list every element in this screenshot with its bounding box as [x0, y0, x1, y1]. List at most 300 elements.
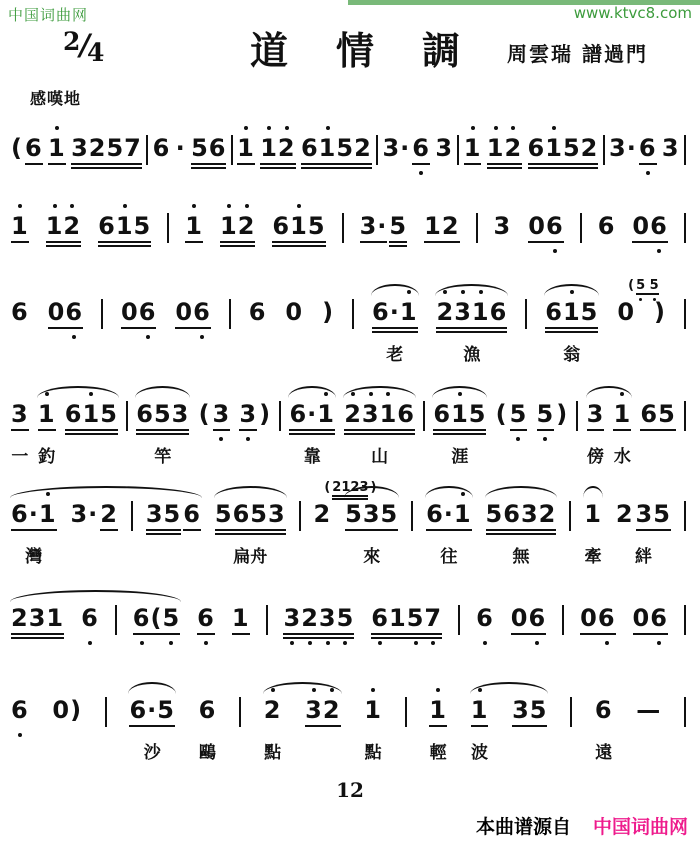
note-char: 6: [528, 604, 546, 632]
note-group: [236, 134, 256, 162]
octave-dot-below: [535, 641, 539, 645]
note-row: [608, 134, 658, 162]
octave-dot-above: [55, 126, 59, 130]
note-char: 0: [632, 212, 651, 240]
note-char: 2: [264, 696, 282, 724]
note-row: [493, 212, 513, 240]
note-char: 2: [504, 134, 522, 162]
note-char: ·: [626, 134, 637, 162]
note-group: [238, 400, 272, 428]
note-group: [80, 604, 100, 632]
note-row: [184, 212, 204, 240]
note-row: [236, 134, 256, 162]
note-char: 6: [139, 298, 157, 326]
beam-group: [272, 212, 325, 240]
note-group: [263, 696, 283, 763]
beam-group: [512, 696, 547, 724]
note-char: 6: [412, 134, 430, 162]
note-row: [10, 696, 30, 724]
note-char: 6: [650, 604, 668, 632]
note-char: 6: [81, 604, 99, 632]
note-row: [238, 400, 272, 428]
note-row: [145, 500, 202, 528]
note-group: [432, 400, 487, 467]
score: [0, 108, 700, 776]
note-char: 5: [106, 134, 125, 162]
note-group: [632, 604, 669, 632]
beam-group: [598, 212, 616, 240]
note-group: [10, 500, 58, 567]
note-group: [510, 604, 547, 632]
barline: [239, 697, 241, 727]
beam-group: [429, 696, 447, 724]
note-row: [527, 212, 564, 240]
beam-group: [424, 212, 459, 240]
slur-arc: [343, 386, 416, 398]
note-row: [10, 212, 30, 240]
note-char: 1: [451, 400, 469, 428]
slur-arc: [10, 590, 181, 602]
note-char: 6: [640, 400, 659, 428]
beam-group: [249, 298, 267, 326]
note-group: [184, 212, 204, 240]
beam-group: [412, 134, 430, 162]
octave-dot-below: [414, 641, 418, 645]
note-char: 1: [260, 134, 278, 162]
beam-group: [464, 134, 482, 162]
song-title: 道情調: [250, 28, 509, 73]
footer-site-link[interactable]: 中国词曲网: [592, 816, 688, 838]
note-char: 1: [545, 134, 563, 162]
beam-group: [199, 696, 217, 724]
beam-group: [121, 298, 156, 326]
note-group: [128, 696, 176, 763]
octave-dot-above: [371, 688, 375, 692]
note-row: [632, 604, 669, 632]
note-group: [196, 604, 216, 632]
note-group: [359, 212, 409, 240]
note-char: 6: [11, 298, 29, 326]
octave-dot-above: [70, 204, 74, 208]
note-char: 2: [441, 212, 460, 240]
barline: [266, 605, 268, 635]
note-row: [219, 212, 256, 240]
note-group: [493, 212, 513, 240]
note-char: 1: [46, 212, 64, 240]
site-link-right[interactable]: www.ktvc8.com: [573, 4, 692, 22]
note-char: 6: [426, 500, 444, 528]
octave-dot-above: [326, 126, 330, 130]
beam-group: [215, 500, 286, 528]
note-row: [579, 604, 616, 632]
note-row: [80, 604, 100, 632]
note-group: [344, 500, 399, 567]
beam-group: [285, 298, 303, 326]
note-char: ·: [28, 500, 39, 528]
note-row: [343, 400, 416, 428]
lyric: 一: [11, 447, 29, 467]
note-char: 0: [285, 298, 304, 326]
beam-group: [70, 500, 98, 528]
note-group: [597, 212, 617, 240]
note-char: 2: [332, 480, 342, 495]
beam-group: [176, 134, 186, 162]
note-group: [627, 274, 660, 293]
slur-arc: [214, 486, 287, 498]
note-char: ·: [443, 500, 454, 528]
note-group: [145, 500, 202, 528]
note-group: [190, 134, 227, 162]
slur-arc: [485, 486, 558, 498]
note-char: 0: [175, 298, 194, 326]
slur-arc: [583, 486, 603, 498]
note-row: [486, 134, 523, 162]
barline: [279, 401, 281, 431]
beam-group: [433, 400, 486, 428]
beam-group: [528, 134, 599, 162]
note-char: 1: [48, 134, 66, 162]
note-group: [616, 278, 659, 326]
slur-arc: [135, 386, 190, 398]
note-char: 1: [38, 400, 56, 428]
note-group: [259, 134, 296, 162]
beam-group: [237, 134, 255, 162]
note-char: 3: [359, 480, 369, 495]
beam-group: [100, 500, 118, 528]
beam-group: [153, 134, 171, 162]
composer-credit: 周雲瑞 譜過門: [507, 42, 648, 66]
note-row: [594, 696, 614, 724]
note-group: [544, 298, 599, 365]
note-char: 1: [237, 134, 255, 162]
note-group: [198, 400, 232, 428]
note-char: 6: [594, 696, 613, 724]
note-row: [597, 212, 617, 240]
beam-group: [283, 604, 354, 632]
note-char: 6: [11, 500, 29, 528]
lyric: 山: [371, 447, 389, 467]
slur-arc: [263, 682, 342, 694]
note-group: [219, 212, 256, 240]
note-char: 2: [580, 134, 599, 162]
note-group: [120, 298, 157, 326]
note-char: 6: [98, 212, 116, 240]
octave-dot-above: [18, 204, 22, 208]
note-group: [174, 298, 211, 326]
beam-group: [305, 696, 340, 724]
barline: [405, 697, 407, 727]
site-link-left[interactable]: 中国词曲网: [8, 6, 89, 24]
barline: [115, 605, 117, 635]
note-char: 5: [191, 134, 209, 162]
beam-group: [486, 500, 557, 528]
beam-group: [98, 212, 151, 240]
note-group: [10, 298, 30, 326]
note-char: 6: [197, 604, 215, 632]
note-char: 0: [580, 604, 598, 632]
note-row: [152, 134, 172, 162]
note-char: 6: [136, 400, 154, 428]
barline: [299, 501, 301, 531]
note-group: [10, 134, 44, 162]
note-char: 1: [388, 604, 407, 632]
note-char: 6: [300, 134, 319, 162]
barline: [476, 213, 478, 243]
note-char: 6: [597, 212, 616, 240]
beam-group: [11, 604, 64, 632]
beam-group: [345, 500, 398, 528]
note-char: 3: [70, 500, 89, 528]
note-group: [370, 604, 443, 632]
octave-dot-above: [471, 126, 475, 130]
note-char: 1: [116, 212, 134, 240]
beam-group: [580, 604, 615, 632]
beam-group: [46, 212, 81, 240]
note-char: 2: [323, 696, 341, 724]
beam-group: [487, 134, 522, 162]
octave-dot-below: [18, 733, 22, 737]
lyric: 老: [386, 345, 404, 365]
beam-group: [260, 134, 295, 162]
note-char: 2: [238, 212, 256, 240]
beam-group: [11, 212, 29, 240]
beam-group: [609, 134, 637, 162]
note-char: ): [556, 400, 569, 428]
beam-group: [636, 696, 661, 724]
note-row: [198, 400, 232, 428]
beam-group: [213, 400, 231, 428]
beam-group: [314, 500, 332, 528]
slur-arc: [37, 386, 119, 398]
note-row: [196, 604, 216, 632]
expression-marking: 感嘆地: [30, 89, 82, 108]
lyric: 絆: [634, 547, 652, 567]
note-row: [627, 279, 660, 293]
note-char: ): [653, 298, 666, 326]
score-line: [0, 374, 700, 474]
note-char: 5: [580, 298, 599, 326]
octave-dot-below: [419, 171, 423, 175]
beam-group: [239, 400, 257, 428]
note-char: 3: [382, 134, 401, 162]
note-char: 5: [345, 500, 363, 528]
beam-group: [38, 400, 56, 428]
footer: [476, 812, 688, 839]
beam-group: [264, 696, 282, 724]
note-group: [631, 212, 668, 240]
note-char: 3: [305, 696, 323, 724]
note-row: [635, 696, 662, 724]
note-char: 3: [493, 212, 512, 240]
octave-dot-below: [140, 641, 144, 645]
note-row: [97, 212, 152, 240]
barline: [684, 299, 686, 329]
slur-arc: [470, 682, 549, 694]
note-group: [428, 696, 448, 763]
note-row: [344, 500, 399, 528]
octave-dot-above: [511, 126, 515, 130]
beam-group: [344, 400, 415, 428]
note-char: 6: [650, 212, 668, 240]
score-line: [0, 474, 700, 578]
lyric: 沙: [143, 743, 161, 763]
note-group: [608, 134, 658, 162]
note-char: ): [322, 298, 335, 326]
note-char: 1: [82, 400, 100, 428]
lyric: 往: [440, 547, 458, 567]
note-char: 1: [471, 696, 489, 724]
note-group: [475, 604, 495, 632]
note-char: 3: [435, 134, 454, 162]
barline: [684, 697, 686, 727]
note-group: [425, 500, 473, 567]
lyric: 來: [363, 547, 381, 567]
barline: [525, 299, 527, 329]
slur-arc: [10, 486, 202, 498]
note-char: 1: [487, 134, 505, 162]
slur-arc: [432, 386, 487, 398]
barline: [684, 213, 686, 243]
note-char: (: [150, 604, 163, 632]
note-group: [321, 298, 335, 326]
note-char: 1: [429, 696, 447, 724]
note-char: 0: [617, 298, 636, 326]
octave-dot-below: [72, 335, 76, 339]
beam-group: [633, 604, 668, 632]
note-row: [198, 696, 218, 724]
note-group: [423, 212, 460, 240]
note-char: 0: [47, 298, 66, 326]
note-group: [435, 298, 508, 365]
beam-group: [587, 400, 605, 428]
barline: [376, 135, 378, 165]
note-char: 2: [344, 400, 362, 428]
note-char: 3: [512, 696, 530, 724]
beam-group: [511, 604, 546, 632]
beam-group: [545, 298, 598, 326]
note-char: 3: [362, 500, 381, 528]
note-char: (: [11, 134, 23, 162]
lyric: 靠: [303, 447, 321, 467]
note-char: 1: [584, 500, 602, 528]
note-row: [10, 500, 58, 528]
note-char: ·: [88, 500, 99, 528]
octave-dot-below: [431, 641, 435, 645]
note-char: 1: [380, 400, 398, 428]
note-row: [263, 696, 283, 724]
note-group: [198, 696, 218, 763]
time-signature-numerator: 2: [63, 27, 81, 56]
note-char: 5: [214, 500, 233, 528]
note-group: [363, 696, 383, 763]
barline: [562, 605, 564, 635]
barline: [126, 401, 128, 431]
score-line: [0, 108, 700, 186]
note-row: [69, 500, 119, 528]
note-char: 5: [162, 604, 180, 632]
note-char: (: [324, 480, 331, 495]
slur-arc: [425, 486, 473, 498]
note-group: [313, 480, 377, 528]
beam-group: [183, 500, 201, 528]
note-char: 6: [371, 298, 390, 326]
note-row: [37, 400, 57, 428]
note-char: —: [636, 696, 662, 724]
note-char: 5: [307, 212, 326, 240]
slur-arc: [128, 682, 176, 694]
octave-dot-below: [200, 335, 204, 339]
note-row: [10, 604, 65, 632]
beam-group: [372, 298, 418, 326]
note-row: [527, 134, 600, 162]
beam-group: [71, 134, 142, 162]
note-group: [231, 604, 251, 632]
note-row: [653, 298, 667, 326]
note-char: 2: [88, 134, 107, 162]
beam-group: [636, 500, 671, 528]
slur-arc: [586, 386, 633, 398]
note-char: 7: [424, 604, 442, 632]
note-row: [661, 134, 681, 162]
note-char: 6: [11, 696, 29, 724]
note-group: [579, 604, 616, 632]
note-group: [434, 134, 454, 162]
beam-group: [471, 696, 489, 724]
note-char: ·: [389, 298, 400, 326]
note-char: 3: [586, 400, 605, 428]
note-char: 6: [129, 696, 148, 724]
beam-group: [146, 500, 181, 528]
note-group: [635, 696, 662, 724]
barline: [603, 135, 605, 165]
note-row: [135, 400, 190, 428]
note-group: [527, 134, 600, 162]
lyric: 無: [512, 547, 530, 567]
note-row: [132, 604, 181, 632]
note-row: [47, 134, 67, 162]
lyric: 遠: [595, 743, 613, 763]
note-group: [653, 298, 667, 326]
lyric: 牽: [584, 547, 602, 567]
note-char: 5: [468, 400, 487, 428]
beam-group: [389, 212, 407, 240]
note-group: [615, 500, 672, 567]
note-char: 3: [145, 500, 164, 528]
lyric: 點: [264, 743, 282, 763]
note-row: [214, 500, 287, 528]
beam-group: [426, 500, 472, 528]
note-char: 5: [650, 279, 659, 293]
note-char: 1: [11, 212, 29, 240]
time-signature-slash: /: [79, 28, 90, 62]
note-char: ·: [400, 134, 411, 162]
note-char: 5: [100, 400, 118, 428]
beam-group: [322, 298, 334, 326]
lyric: 涯: [451, 447, 469, 467]
note-char: 6: [545, 298, 563, 326]
note-char: 5: [153, 400, 172, 428]
note-char: 3: [283, 604, 301, 632]
note-char: 1: [46, 604, 65, 632]
note-char: 6: [527, 134, 546, 162]
note-group: [51, 696, 83, 724]
lyric: 點: [364, 743, 382, 763]
octave-dot-above: [494, 126, 498, 130]
barline: [684, 401, 686, 431]
note-char: 5: [562, 134, 581, 162]
note-char: 6: [546, 212, 564, 240]
note-row: [631, 212, 668, 240]
